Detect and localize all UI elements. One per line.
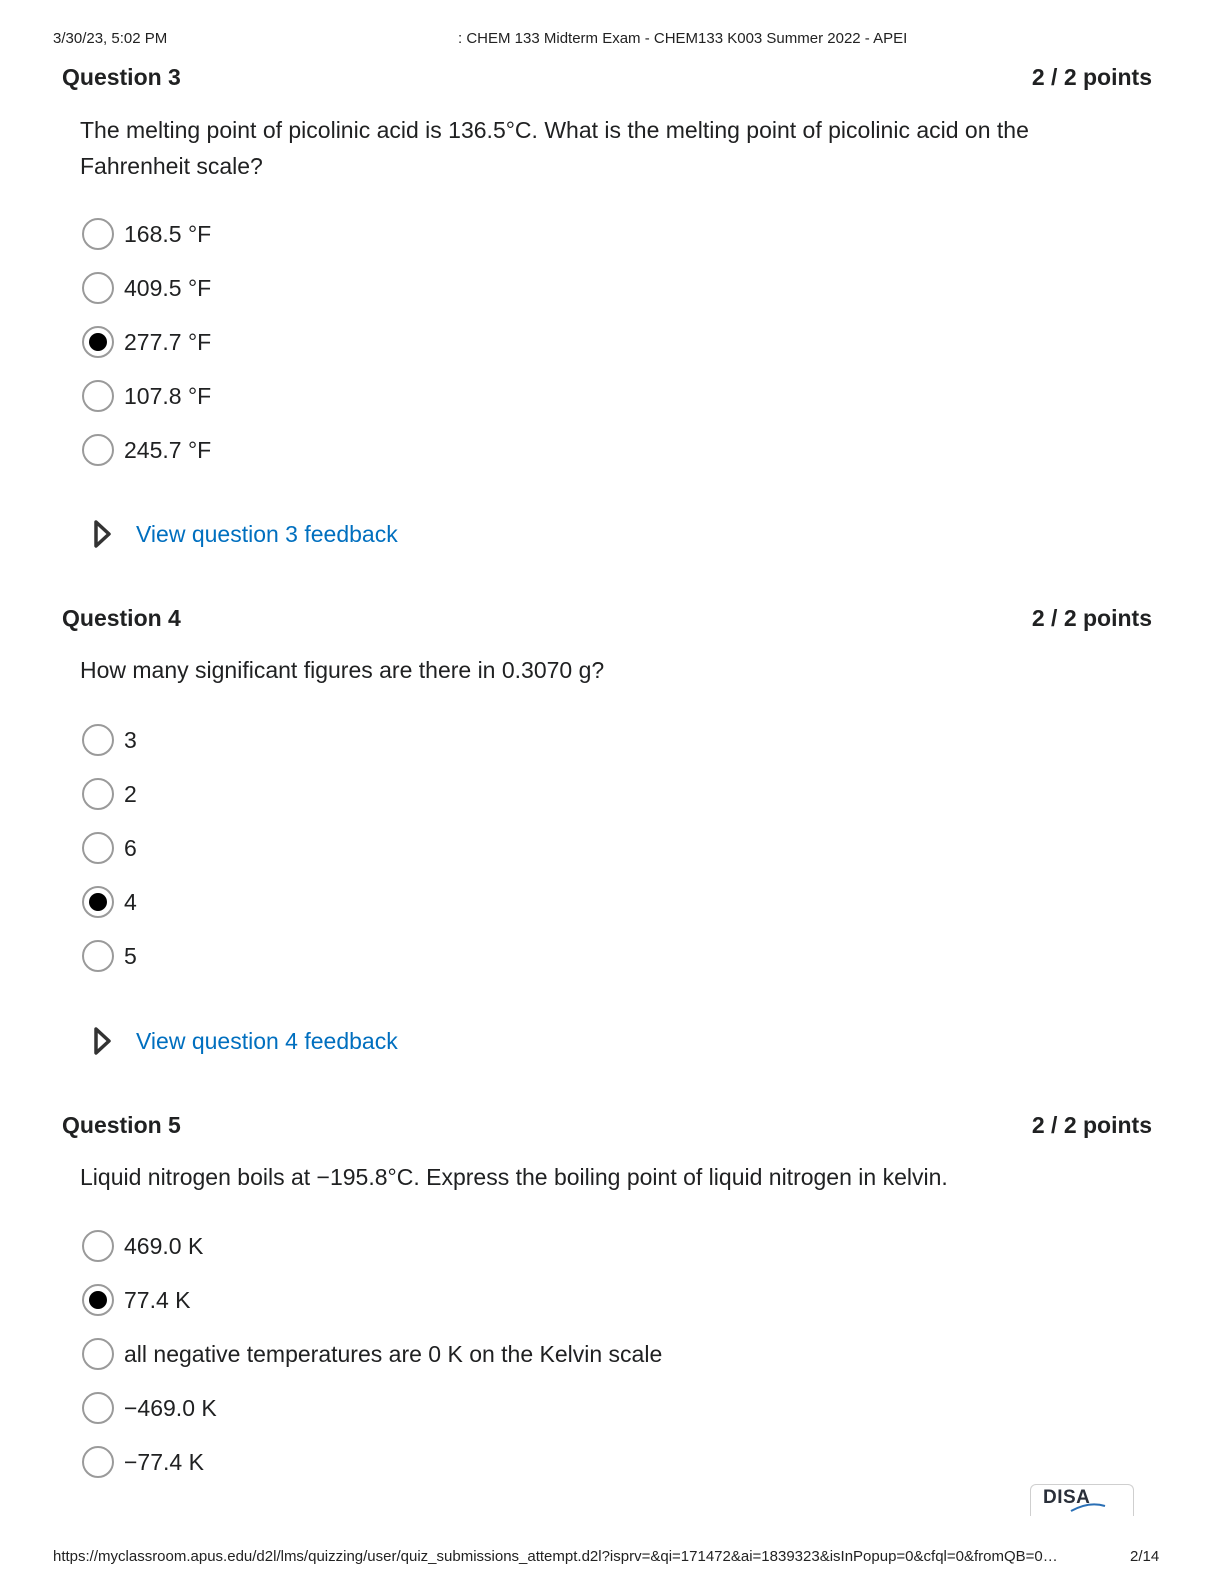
- radio-button-selected[interactable]: [82, 1284, 114, 1316]
- radio-button[interactable]: [82, 724, 114, 756]
- answer-option[interactable]: [82, 937, 137, 975]
- option-label: −469.0 K: [124, 1394, 217, 1421]
- print-url: https://myclassroom.apus.edu/d2l/lms/quizzing/user/quiz_submissions_attempt.d2l?isprv=&qi=171472&ai=1839323&isInPopup=0&cfql=0&fromQB=0…: [53, 1548, 1058, 1565]
- badge-swoosh-icon: [1031, 1485, 1135, 1517]
- radio-button[interactable]: [82, 1446, 114, 1478]
- radio-button[interactable]: [82, 940, 114, 972]
- answer-option[interactable]: [82, 775, 137, 813]
- answer-option[interactable]: [82, 269, 211, 307]
- option-label: 168.5 °F: [124, 220, 212, 247]
- view-feedback-link[interactable]: View question 4 feedback: [136, 1027, 398, 1054]
- option-label: 409.5 °F: [124, 274, 212, 301]
- badge-text: DISA: [1043, 1487, 1091, 1508]
- answer-option[interactable]: [82, 1389, 217, 1427]
- question-text: How many significant figures are there in 0.3070 g?: [80, 657, 605, 683]
- option-label: 3: [124, 726, 137, 753]
- disa-badge: [1030, 1484, 1134, 1516]
- radio-button[interactable]: [82, 272, 114, 304]
- question-title: Question 5: [62, 1112, 181, 1138]
- radio-button[interactable]: [82, 778, 114, 810]
- answer-option[interactable]: [82, 1227, 203, 1265]
- option-label: 77.4 K: [124, 1286, 191, 1313]
- option-label: 245.7 °F: [124, 436, 212, 463]
- answer-option[interactable]: [82, 1281, 191, 1319]
- radio-button[interactable]: [82, 434, 114, 466]
- answer-option[interactable]: [82, 1443, 204, 1481]
- answer-option[interactable]: [82, 215, 211, 253]
- view-feedback-link[interactable]: View question 3 feedback: [136, 520, 398, 547]
- question-title: Question 3: [62, 64, 181, 90]
- option-label: 6: [124, 834, 137, 861]
- radio-button[interactable]: [82, 1338, 114, 1370]
- answer-option[interactable]: [82, 431, 211, 469]
- question-text: The melting point of picolinic acid is 136.5°C. What is the melting point of picolinic acid on the Fahrenheit scale?: [80, 117, 1029, 179]
- option-label: all negative temperatures are 0 K on the Kelvin scale: [124, 1340, 663, 1367]
- radio-button[interactable]: [82, 1392, 114, 1424]
- caret-right-icon: [92, 1026, 112, 1056]
- answer-option[interactable]: [82, 323, 211, 361]
- question-points: 2 / 2 points: [1031, 64, 1152, 90]
- option-label: 277.7 °F: [124, 328, 212, 355]
- radio-button[interactable]: [82, 218, 114, 250]
- question-text: Liquid nitrogen boils at −195.8°C. Express the boiling point of liquid nitrogen in kelvin.: [80, 1164, 948, 1190]
- option-label: 5: [124, 942, 137, 969]
- answer-option[interactable]: [82, 1335, 662, 1373]
- answer-option[interactable]: [82, 883, 137, 921]
- radio-button[interactable]: [82, 832, 114, 864]
- option-label: 107.8 °F: [124, 382, 212, 409]
- question-4-header: [62, 605, 1152, 635]
- answer-option[interactable]: [82, 377, 211, 415]
- page-number: 2/14: [1130, 1548, 1160, 1565]
- option-label: 4: [124, 888, 137, 915]
- option-label: 469.0 K: [124, 1232, 204, 1259]
- question-3-feedback-toggle[interactable]: [92, 517, 398, 551]
- print-date: 3/30/23, 5:02 PM: [53, 30, 168, 47]
- print-page-title: : CHEM 133 Midterm Exam - CHEM133 K003 Summer 2022 - APEI: [458, 30, 908, 47]
- question-5-header: [62, 1112, 1152, 1142]
- option-label: 2: [124, 780, 137, 807]
- question-points: 2 / 2 points: [1031, 1112, 1152, 1138]
- question-3-header: [62, 64, 1152, 94]
- option-label: −77.4 K: [124, 1448, 204, 1475]
- answer-option[interactable]: [82, 829, 137, 867]
- radio-button-selected[interactable]: [82, 886, 114, 918]
- radio-button[interactable]: [82, 1230, 114, 1262]
- question-points: 2 / 2 points: [1031, 605, 1152, 631]
- radio-button[interactable]: [82, 380, 114, 412]
- question-title: Question 4: [62, 605, 181, 631]
- answer-option[interactable]: [82, 721, 137, 759]
- question-4-feedback-toggle[interactable]: [92, 1024, 398, 1058]
- caret-right-icon: [92, 519, 112, 549]
- radio-button-selected[interactable]: [82, 326, 114, 358]
